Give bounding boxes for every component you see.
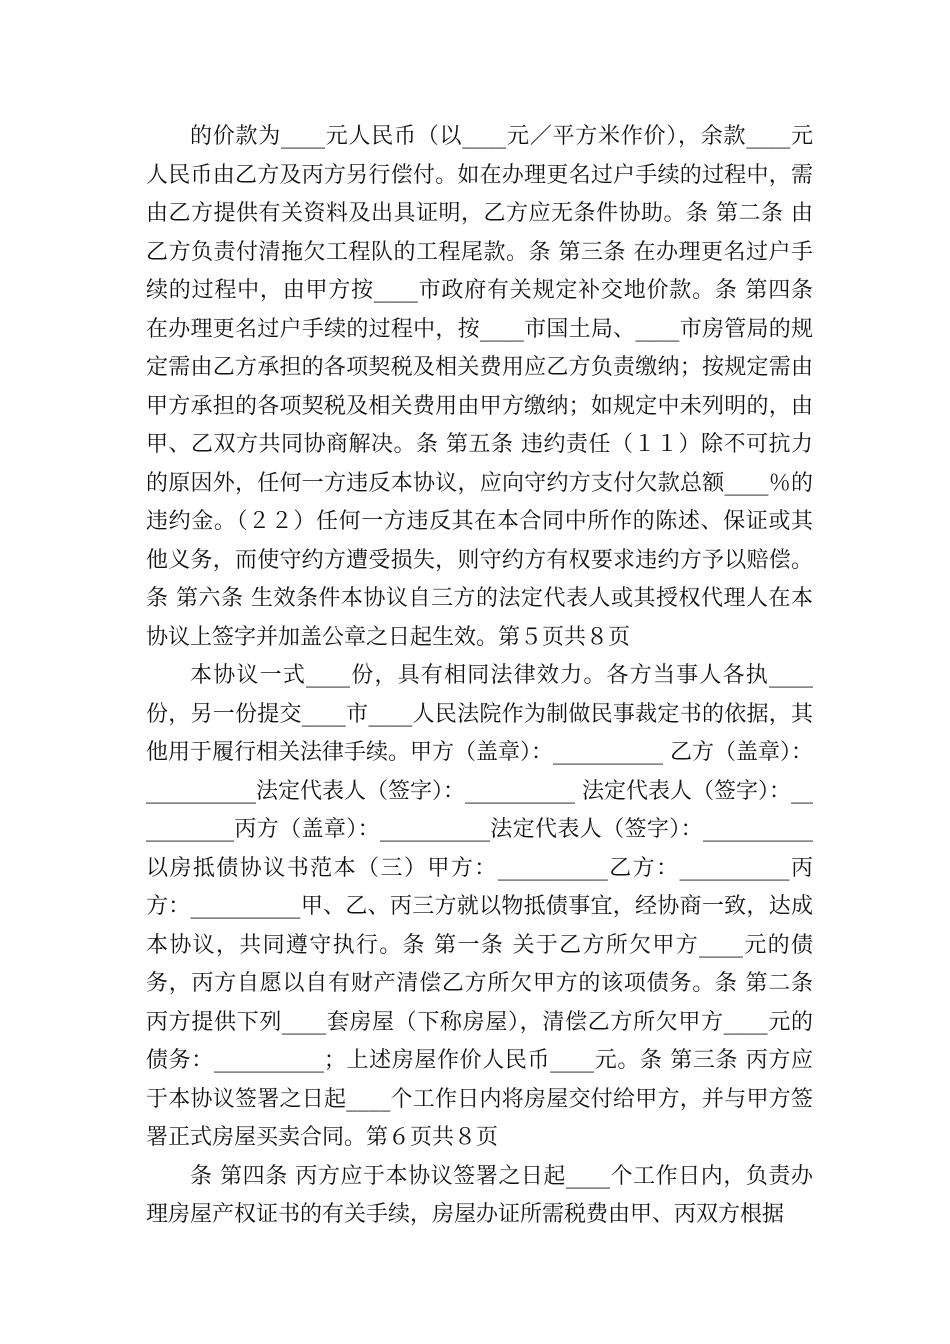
- paragraph-article-four: 条 第四条 丙方应于本协议签署之日起____个工作日内，负责办理房屋产权证书的有关手续，房屋办证所需税费由甲、丙双方根据: [146, 1163, 813, 1227]
- paragraph-copies-and-agreement-three: 本协议一式____份，具有相同法律效力。各方当事人各执____份，另一份提交____市____人民法院作为制做民事裁定书的依据，其他用于履行相关法律手续。甲方（盖章）：__________ 乙方（盖章）：__________法定代表人（签字）：__________ 法定代表人（签字）：__________丙方（盖章）：__________法定代表人（签字）：__________以房抵债协议书范本（三）甲方：__________乙方：__________丙方：__________甲、乙、丙三方就以物抵债事宜，经协商一致，达成本协议，共同遵守执行。条 第一条 关于乙方所欠甲方____元的债务，丙方自愿以自有财产清偿乙方所欠甲方的该项债务。条 第二条 丙方提供下列____套房屋（下称房屋），清偿乙方所欠甲方____元的债务：__________；上述房屋作价人民币____元。条 第三条 丙方应于本协议签署之日起____个工作日内将房屋交付给甲方，并与甲方签署正式房屋买卖合同。第６页共８页: [146, 663, 813, 1150]
- paragraph-price-terms: 的价款为____元人民币（以____元／平方米作价），余款____元人民币由乙方及丙方另行偿付。如在办理更名过户手续的过程中，需由乙方提供有关资料及出具证明，乙方应无条件协助。条 第二条 由乙方负责付清拖欠工程队的工程尾款。条 第三条 在办理更名过户手续的过程中，由甲方按____市政府有关规定补交地价款。条 第四条 在办理更名过户手续的过程中，按____市国土局、____市房管局的规定需由乙方承担的各项契税及相关费用应乙方负责缴纳；按规定需由甲方承担的各项契税及相关费用由甲方缴纳；如规定中未列明的，由甲、乙双方共同协商解决。条 第五条 违约责任（１１）除不可抗力的原因外，任何一方违反本协议，应向守约方支付欠款总额____％的违约金。（２２）任何一方违反其在本合同中所作的陈述、保证或其他义务，而使守约方遭受损失，则守约方有权要求违约方予以赔偿。条 第六条 生效条件本协议自三方的法定代表人或其授权代理人在本协议上签字并加盖公章之日起生效。第５页共８页: [146, 124, 813, 650]
- document-page: [146, 118, 813, 1235]
